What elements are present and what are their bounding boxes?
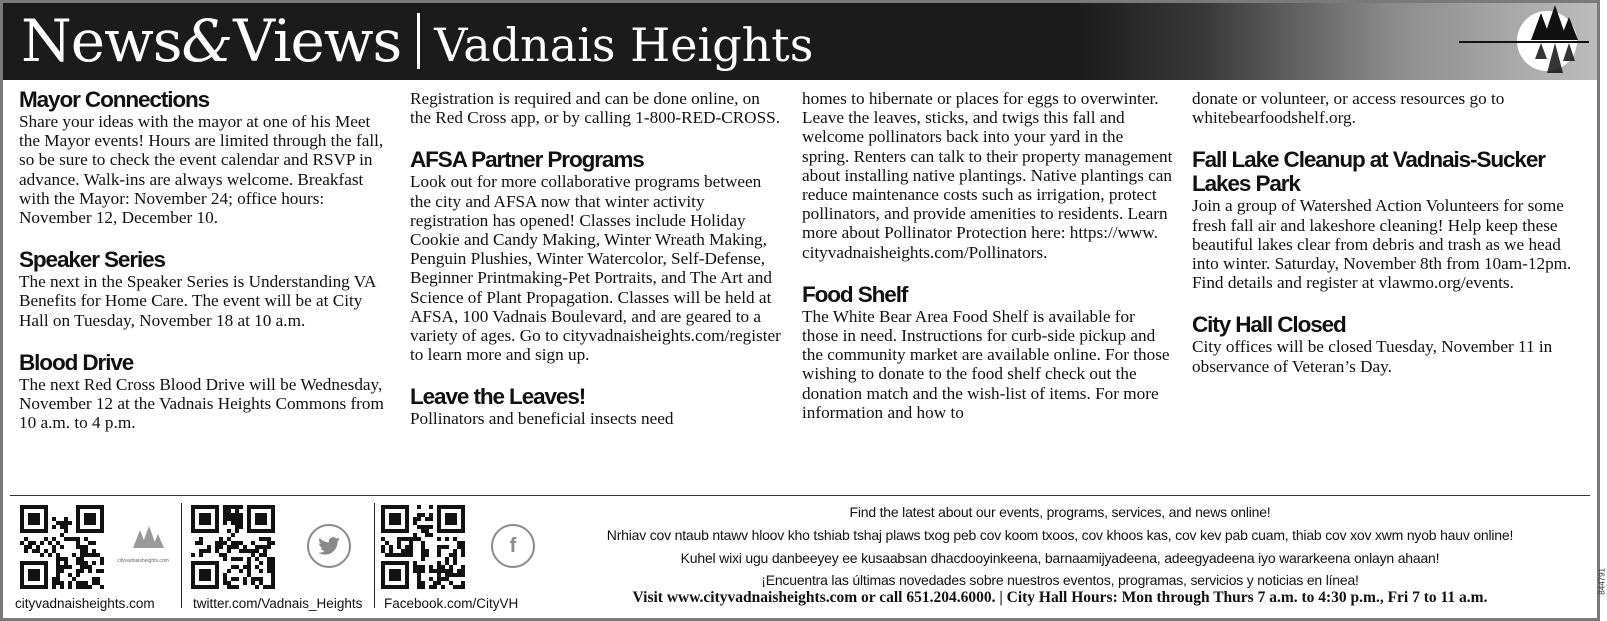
article-title: Leave the Leaves! — [410, 384, 586, 410]
article-body: Pollinators and beneficial insects need — [410, 409, 674, 429]
pine-trees-logo-icon — [1459, 3, 1589, 80]
article-body: donate or volunteer, or access resources go to whitebearfoodshelf.org. — [1192, 89, 1505, 128]
ad-code: 844791 — [1598, 568, 1607, 595]
footer-divider — [374, 503, 375, 608]
article-title: City Hall Closed — [1192, 312, 1346, 338]
twitter-bird-icon[interactable] — [307, 524, 351, 568]
small-logo-text: cityvadnaisheights.com — [117, 558, 169, 564]
article-body: The next in the Speaker Series is Understanding VA Benefits for Home Care. The event will be at City Hall on Tuesday, November 18 at 10 a.m. — [19, 272, 376, 330]
article-body: The White Bear Area Food Shelf is available for those in need. Instructions for curb-side pickup and the community market are available online. For those wishing to donate to the food shelf check out the donation match and the wish-list of items. For more information and how to — [802, 306, 1170, 422]
facebook-f-icon[interactable]: f — [491, 524, 535, 568]
footer-line-hmong: Nrhiav cov ntaub ntawv hloov kho tshiab tshaj plaws txog peb cov koom txoos, cov khoos kas, cov kev pab cuam, thiab cov xov xwm nyob hauv online! — [606, 527, 1514, 543]
article-title: Speaker Series — [19, 247, 165, 273]
qr-code-website[interactable] — [20, 505, 104, 589]
column-4 — [1192, 89, 1572, 397]
article-body: The next Red Cross Blood Drive will be Wednesday, November 12 at the Vadnais Heights Commons from 10 a.m. to 4 p.m. — [19, 374, 384, 433]
footer-line-somali: Kuhel wixi ugu danbeeyey ee kusaabsan dhacdooyinkeena, barnaamijyadeena, adeegyadeena iyo wararkeena onlayn ahaan! — [680, 550, 1440, 566]
article-body: Join a group of Watershed Action Volunteers for some fresh fall air and lakeshore cleaning! Help keep these beautiful lakes clear from debris and trash as we head into winter. Saturday, November 8th from 10am-12pm. Find details and register at vlawmo.org/events. — [1192, 196, 1572, 293]
visit-and-hours: Visit www.cityvadnaisheights.com or call 651.204.6000. | City Hall Hours: Mon through Thurs 7 a.m. to 4:30 p.m., Fri 7 to 11 a.m. — [632, 589, 1488, 606]
twitter-link[interactable]: twitter.com/Vadnais_Heights — [193, 596, 363, 611]
masthead-title — [21, 7, 813, 75]
column-1 — [19, 88, 391, 453]
article-title: AFSA Partner Programs — [410, 147, 644, 173]
article-body: Look out for more collaborative programs between the city and AFSA now that winter activity registration has opened! Classes include Holiday Cookie and Candy Making, Winter Wreath Making, Penguin Plushies, Winter Watercolor, Self-Defense, Beginner Printmaking-Pet Portraits, and The Art and Science of Plant Propagation. Classes will be held at AFSA, 100 Vadnais Boulevard, and are geared to a variety of ages. Go to cityvadnaisheights.com/register to learn more and sign up. — [410, 172, 781, 365]
article-body: Registration is required and can be done online, on the Red Cross app, or by calling 1-800-RED-CROSS. — [410, 89, 780, 128]
article-title: Fall Lake Cleanup at Vadnais-Sucker Lakes Park — [1192, 147, 1545, 197]
article-body: City offices will be closed Tuesday, November 11 in observance of Veteran’s Day. — [1192, 337, 1553, 376]
footer-rule — [10, 495, 1590, 496]
website-link[interactable]: cityvadnaisheights.com — [15, 596, 155, 611]
facebook-link[interactable]: Facebook.com/CityVH — [384, 596, 519, 611]
masthead — [3, 3, 1597, 80]
qr-code-facebook[interactable] — [381, 505, 465, 589]
column-2 — [410, 89, 782, 450]
title-views: Views — [233, 7, 402, 75]
qr-code-twitter[interactable] — [191, 505, 275, 589]
article-body: Share your ideas with the mayor at one of his Meet the Mayor events! Hours are limited through the fall, so be sure to check the event calendar and RSVP in advance. Walk-ins are always welcome. Breakfast with the Mayor: November 24; office hours: November 12, December 10. — [19, 112, 384, 228]
article-body: homes to hibernate or places for eggs to overwinter. Leave the leaves, sticks, and twigs this fall and welcome pollinators back into your yard in the spring. Renters can talk to their property management about installing native plantings. Native plantings can reduce maintenance costs such as irrigation, protect pollinators, and provide amenities to residents. Learn more about Pollinator Protection here: https://www. cityvadnaisheights.com/Pollinators. — [802, 89, 1173, 262]
title-news: News — [21, 7, 182, 75]
article-title: Food Shelf — [802, 281, 908, 307]
footer-line-english: Find the latest about our events, programs, services, and news online! — [849, 504, 1271, 520]
article-title: Blood Drive — [19, 349, 134, 375]
column-3 — [802, 89, 1174, 443]
title-divider — [417, 13, 420, 69]
footer-divider — [181, 503, 182, 608]
title-city: Vadnais Heights — [434, 18, 814, 72]
footer-line-spanish: ¡Encuentra las últimas novedades sobre nuestros eventos, programas, servicios y noticias en línea! — [761, 572, 1359, 588]
title-amp: & — [181, 7, 234, 75]
article-title: Mayor Connections — [19, 87, 210, 112]
